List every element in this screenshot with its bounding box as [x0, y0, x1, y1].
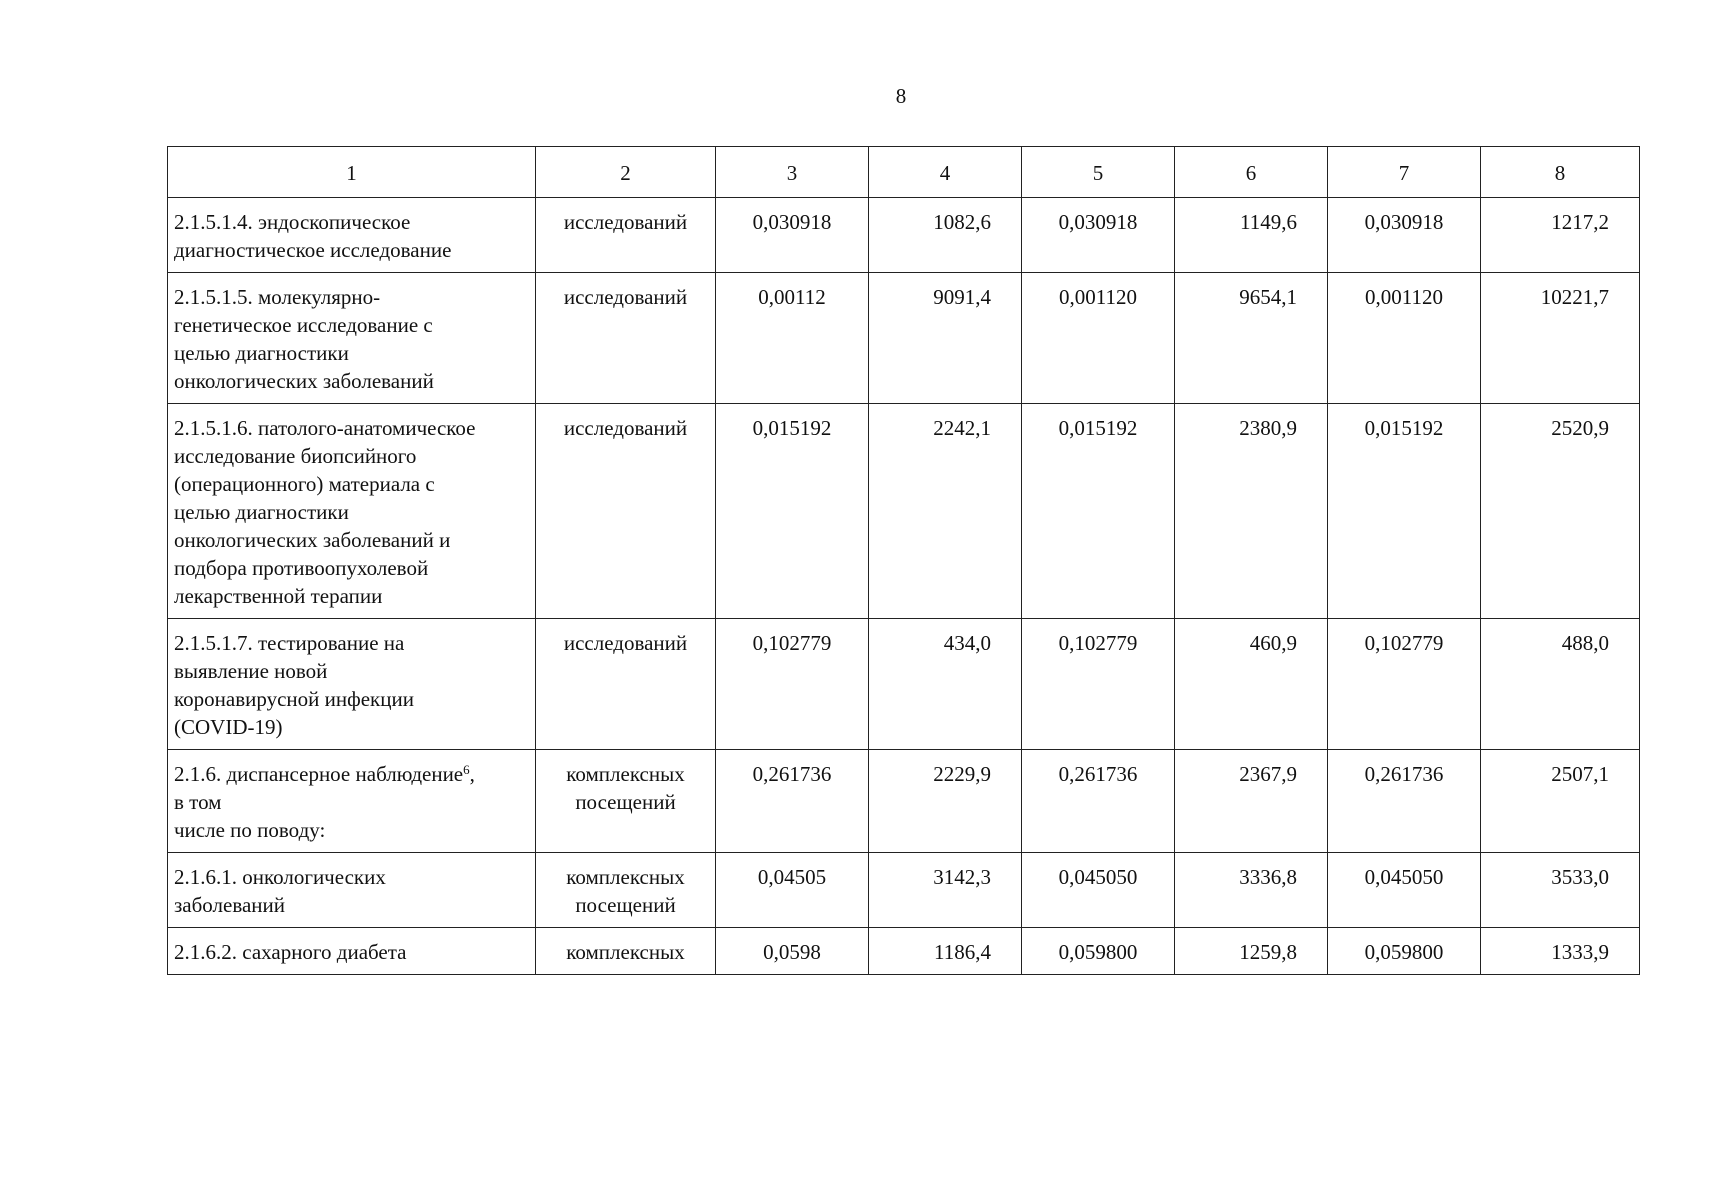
page-number: 8	[895, 84, 907, 108]
cost-cell: 1259,8	[1175, 928, 1328, 975]
norm-cell: 0,059800	[1328, 928, 1481, 975]
unit-cell: комплексных	[536, 928, 716, 975]
norm-cell: 0,030918	[716, 198, 869, 273]
cost-cell: 1333,9	[1481, 928, 1640, 975]
indicator-name: 2.1.6.2. сахарного диабета	[174, 940, 407, 964]
cost-cell: 2367,9	[1175, 750, 1328, 853]
indicator-name: 2.1.5.1.4. эндоскопическое диагностическое исследование	[174, 210, 452, 262]
norm-cell: 0,261736	[1022, 750, 1175, 853]
indicator-name-cell	[168, 404, 536, 619]
table-row	[168, 404, 1640, 619]
footnote-mark: 6	[463, 762, 470, 777]
indicator-name-cell	[168, 273, 536, 404]
norm-cell: 0,102779	[716, 619, 869, 750]
unit-cell: исследований	[536, 404, 716, 619]
indicator-name-cell	[168, 928, 536, 975]
cost-cell: 3533,0	[1481, 853, 1640, 928]
norm-cell: 0,015192	[1328, 404, 1481, 619]
cost-cell: 460,9	[1175, 619, 1328, 750]
cost-cell: 2242,1	[869, 404, 1022, 619]
cost-cell: 2507,1	[1481, 750, 1640, 853]
norm-cell: 0,030918	[1328, 198, 1481, 273]
norm-cell: 0,059800	[1022, 928, 1175, 975]
column-number: 6	[1175, 147, 1328, 198]
tariff-table	[167, 146, 1640, 975]
norm-cell: 0,045050	[1328, 853, 1481, 928]
cost-cell: 1186,4	[869, 928, 1022, 975]
column-number: 7	[1328, 147, 1481, 198]
table-row	[168, 928, 1640, 975]
cost-cell: 434,0	[869, 619, 1022, 750]
table-row	[168, 750, 1640, 853]
norm-cell: 0,001120	[1022, 273, 1175, 404]
indicator-name-cell	[168, 853, 536, 928]
indicator-name: 2.1.5.1.6. патолого-анатомическое исследование биопсийного (операционного) материала с целью диагностики онкологических заболеваний и подбора противоопухолевой лекарственной терапии	[174, 416, 476, 608]
indicator-name-cell	[168, 750, 536, 853]
cost-cell: 9654,1	[1175, 273, 1328, 404]
cost-cell: 1082,6	[869, 198, 1022, 273]
norm-cell: 0,102779	[1022, 619, 1175, 750]
norm-cell: 0,015192	[1022, 404, 1175, 619]
norm-cell: 0,001120	[1328, 273, 1481, 404]
table-row	[168, 198, 1640, 273]
table-row	[168, 273, 1640, 404]
indicator-name: 2.1.5.1.7. тестирование на выявление новой коронавирусной инфекции (COVID-19)	[174, 631, 414, 739]
column-number: 5	[1022, 147, 1175, 198]
indicator-name: 2.1.6.1. онкологических заболеваний	[174, 865, 386, 917]
table-row	[168, 853, 1640, 928]
norm-cell: 0,00112	[716, 273, 869, 404]
indicator-name: 2.1.5.1.5. молекулярно- генетическое исследование с целью диагностики онкологических заболеваний	[174, 285, 434, 393]
norm-cell: 0,0598	[716, 928, 869, 975]
cost-cell: 3142,3	[869, 853, 1022, 928]
cost-cell: 3336,8	[1175, 853, 1328, 928]
norm-cell: 0,04505	[716, 853, 869, 928]
unit-cell: исследований	[536, 198, 716, 273]
cost-cell: 1217,2	[1481, 198, 1640, 273]
unit-cell: исследований	[536, 619, 716, 750]
indicator-name-cell	[168, 619, 536, 750]
cost-cell: 2520,9	[1481, 404, 1640, 619]
column-number: 3	[716, 147, 869, 198]
column-number-row	[168, 147, 1640, 198]
cost-cell: 10221,7	[1481, 273, 1640, 404]
table-body	[168, 147, 1640, 975]
cost-cell: 488,0	[1481, 619, 1640, 750]
column-number: 2	[536, 147, 716, 198]
cost-cell: 2229,9	[869, 750, 1022, 853]
norm-cell: 0,261736	[716, 750, 869, 853]
column-number: 4	[869, 147, 1022, 198]
column-number: 1	[168, 147, 536, 198]
norm-cell: 0,045050	[1022, 853, 1175, 928]
norm-cell: 0,030918	[1022, 198, 1175, 273]
indicator-name: 2.1.6. диспансерное наблюдение	[174, 762, 464, 786]
cost-cell: 2380,9	[1175, 404, 1328, 619]
unit-cell: комплексных посещений	[536, 750, 716, 853]
cost-cell: 1149,6	[1175, 198, 1328, 273]
cost-cell: 9091,4	[869, 273, 1022, 404]
indicator-name-cell	[168, 198, 536, 273]
norm-cell: 0,261736	[1328, 750, 1481, 853]
norm-cell: 0,015192	[716, 404, 869, 619]
unit-cell: исследований	[536, 273, 716, 404]
unit-cell: комплексных посещений	[536, 853, 716, 928]
norm-cell: 0,102779	[1328, 619, 1481, 750]
indicator-name-continuation: , в том числе по поводу:	[174, 762, 475, 842]
table-row	[168, 619, 1640, 750]
column-number: 8	[1481, 147, 1640, 198]
